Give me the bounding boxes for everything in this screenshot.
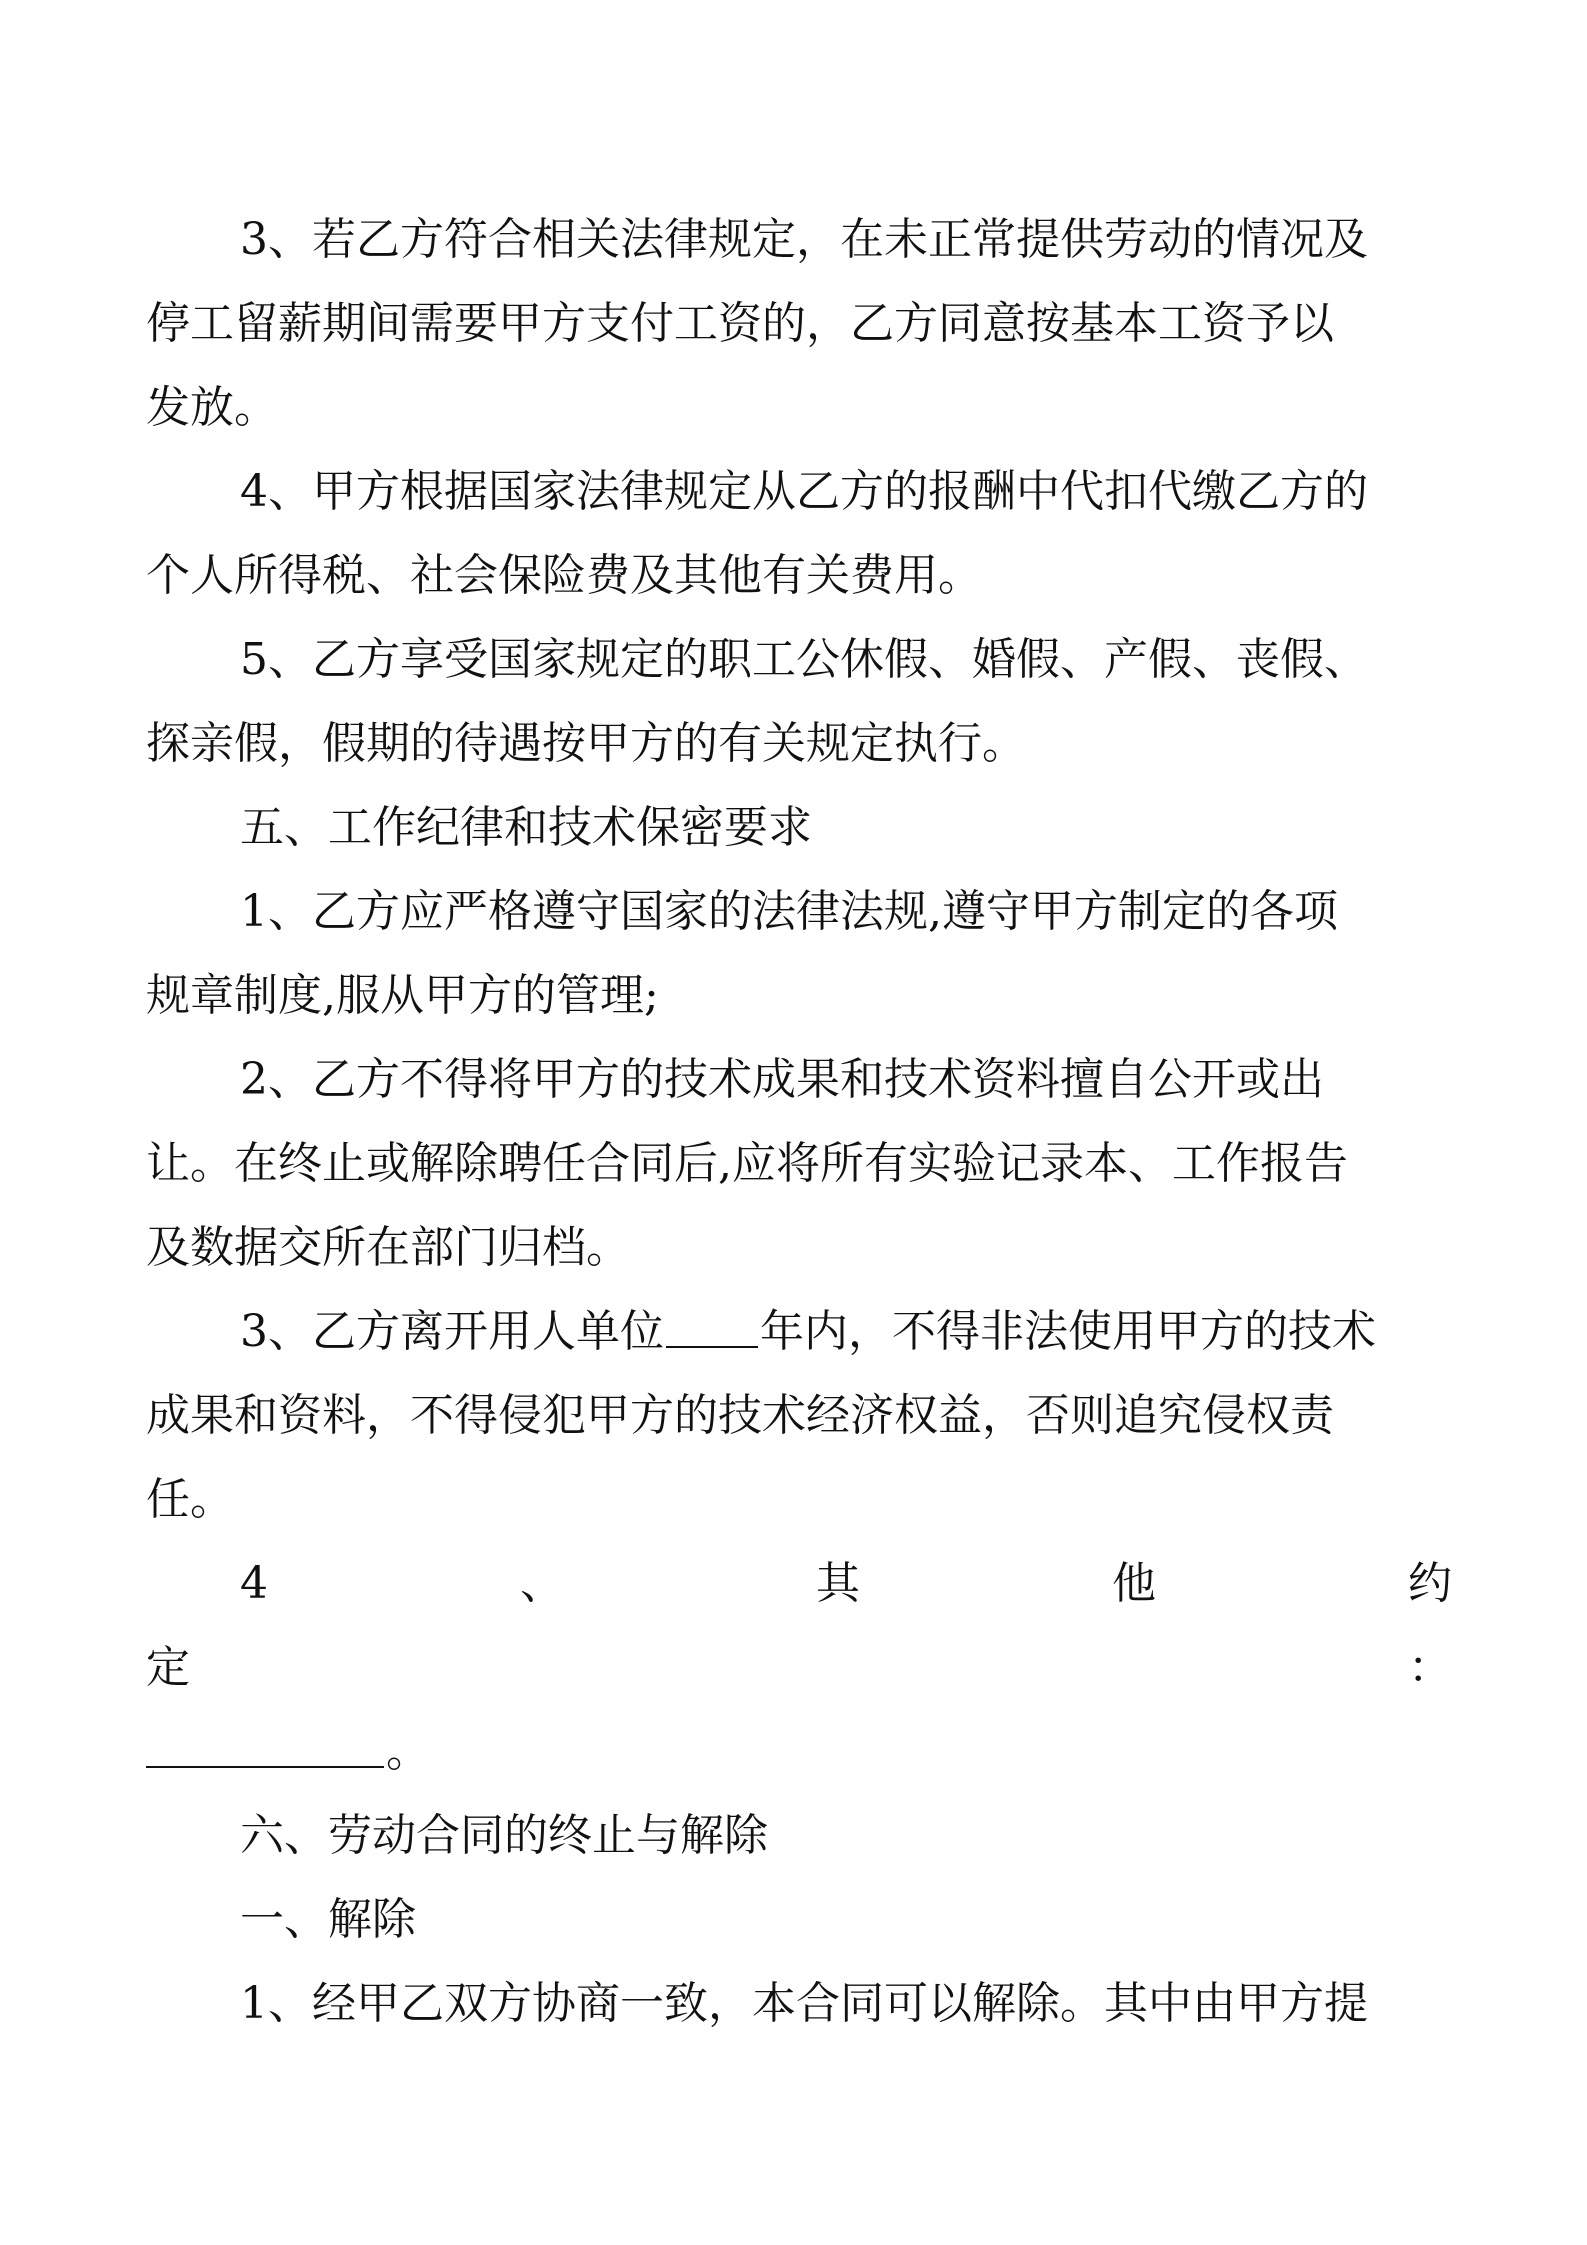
paragraph-line: 让。在终止或解除聘任合同后,应将所有实验记录本、工作报告 — [146, 1138, 1348, 1189]
line-segment: 、 — [520, 1558, 564, 1609]
paragraph-line: 1、经甲乙双方协商一致，本合同可以解除。其中由甲方提 — [240, 1978, 1368, 2029]
paragraph-line: 规章制度,服从甲方的管理; — [146, 970, 659, 1021]
paragraph-line: 任。 — [146, 1474, 234, 1525]
line-segment: 定 — [146, 1642, 190, 1693]
line-segment: 他 — [1112, 1558, 1156, 1609]
section-heading: 五、工作纪律和技术保密要求 — [240, 802, 812, 853]
blank-field — [666, 1302, 758, 1348]
line-segment: 约 — [1408, 1558, 1452, 1609]
line-segment: 。 — [386, 1726, 430, 1777]
line-segment: 4 — [240, 1558, 268, 1609]
paragraph-line: 停工留薪期间需要甲方支付工资的，乙方同意按基本工资予以 — [146, 298, 1334, 349]
section-heading: 六、劳动合同的终止与解除 — [240, 1810, 768, 1861]
subsection-heading: 一、解除 — [240, 1894, 416, 1945]
paragraph-line — [146, 1710, 1452, 1794]
paragraph-line — [146, 1626, 1452, 1710]
paragraph-line — [146, 1542, 1452, 1626]
paragraph-line: 1、乙方应严格遵守国家的法律法规,遵守甲方制定的各项 — [240, 886, 1338, 937]
paragraph-line: 3、若乙方符合相关法律规定，在未正常提供劳动的情况及 — [240, 214, 1368, 265]
paragraph-line: 探亲假，假期的待遇按甲方的有关规定执行。 — [146, 718, 1026, 769]
paragraph-line: 发放。 — [146, 382, 278, 433]
line-segment: 其 — [816, 1558, 860, 1609]
document-body — [146, 198, 1452, 2046]
paragraph-line: 2、乙方不得将甲方的技术成果和技术资料擅自公开或出 — [240, 1054, 1324, 1105]
line-segment: 年内，不得非法使用甲方的技术 — [760, 1306, 1376, 1357]
paragraph-line: 5、乙方享受国家规定的职工公休假、婚假、产假、丧假、 — [240, 634, 1368, 685]
paragraph-line: 个人所得税、社会保险费及其他有关费用。 — [146, 550, 982, 601]
line-segment: ： — [1408, 1642, 1452, 1693]
blank-field — [146, 1722, 384, 1768]
paragraph-line — [146, 1290, 1452, 1374]
paragraph-line: 4、甲方根据国家法律规定从乙方的报酬中代扣代缴乙方的 — [240, 466, 1368, 517]
paragraph-line: 成果和资料，不得侵犯甲方的技术经济权益，否则追究侵权责 — [146, 1390, 1334, 1441]
line-segment: 3、乙方离开用人单位 — [240, 1306, 664, 1357]
paragraph-line: 及数据交所在部门归档。 — [146, 1222, 630, 1273]
